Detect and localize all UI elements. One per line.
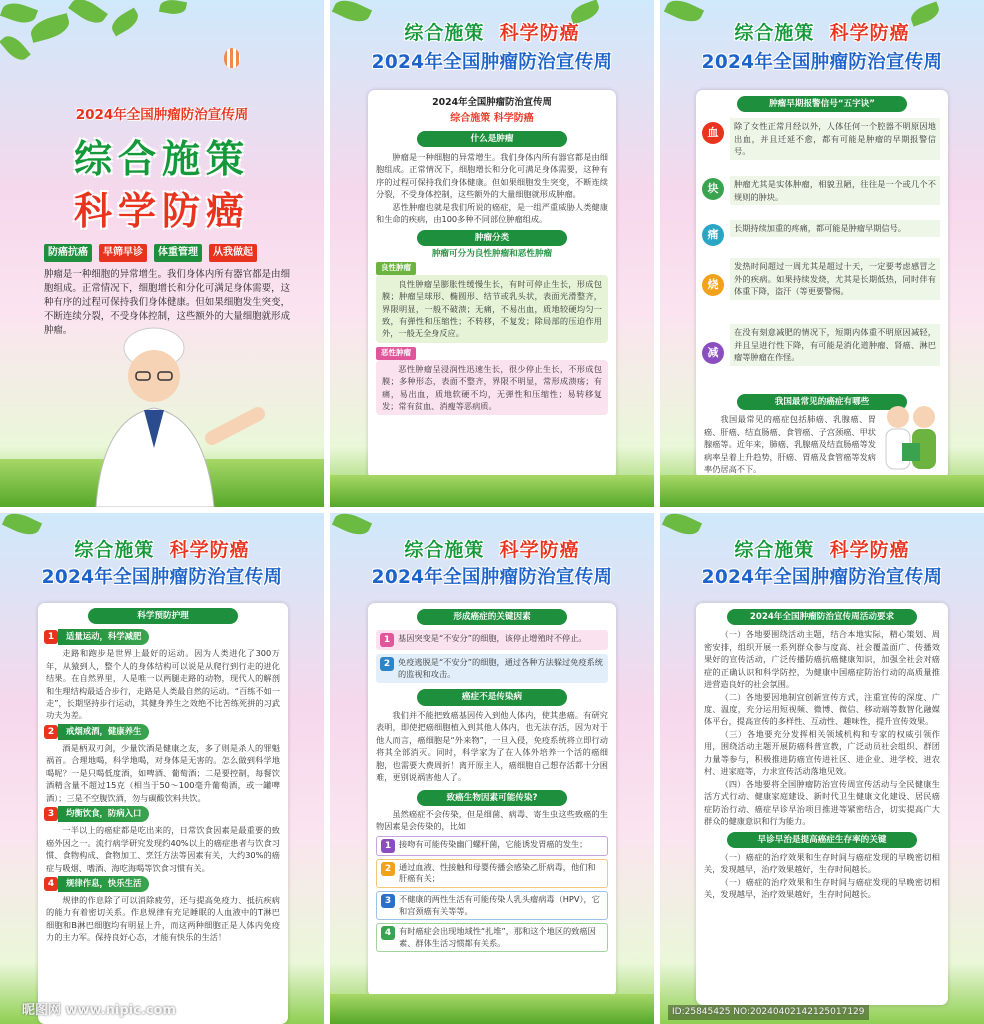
content-card — [368, 603, 616, 997]
doctors-illustration — [878, 399, 944, 473]
section-text: 我们并不能把致癌基因传入到他人体内，使其患癌。有研究表明，即使把癌细胞植入到其他人体内，也无法存活，因为对于他人而言，癌细胞是“外来物”，一旦入侵，免疫系统将立即行动将其全部消灭。同时，科学家为了在人体外培养一个活的癌细胞，也需要大费周折！离开原主人，癌细胞自己想存活都十分困难，更别说祸害他人了。 — [376, 709, 608, 783]
sign-lump-icon: 块 — [702, 178, 724, 200]
grass-decoration — [330, 475, 654, 507]
sign-text: 在没有刻意减肥的情况下，短期内体重不明原因减轻，并且呈进行性下降，有可能是消化道肿瘤、肾癌、淋巴瘤等肿瘤在作怪。 — [730, 324, 940, 365]
prevention-item — [38, 629, 288, 724]
item-number: 1 — [380, 633, 394, 647]
bio-factor — [376, 891, 608, 920]
content-card — [368, 90, 616, 479]
item-number: 2 — [44, 725, 58, 739]
malignant-text: 恶性肿瘤呈浸润性迅速生长，很少停止生长，不形成包膜；多种形态，表面不整齐，界限不明显，常形成溃疡；有痛，易出血，质地软硬不均，无弹性和压缩性；易转移复发；常有贫血、消瘦等恶病质。 — [376, 360, 608, 416]
poster-prevention — [0, 513, 324, 1024]
section-title: 我国最常见的癌症有哪些 — [737, 394, 907, 410]
signs-list — [696, 112, 948, 374]
item-heading: 均衡饮食，防病入口 — [58, 806, 149, 822]
bio-factor — [376, 836, 608, 856]
header-line2: 2024年全国肿瘤防治宣传周 — [371, 52, 613, 73]
malignant-tag: 恶性肿瘤 — [376, 347, 416, 360]
requirement-text: （一）各地要围绕活动主题，结合本地实际，精心策划、周密安排，组织开展一系列群众参与度高、社会覆盖面广、传播效果好的宣传活动，广泛传播防癌抗癌健康知识，加强全社会对癌症的正确认识和科学防控，为健康中国癌症防治行动的高质量推进营造良好的社会氛围。 — [704, 629, 940, 690]
cover-tags — [44, 244, 294, 262]
balloon-icon — [224, 48, 240, 68]
header-line2: 2024年全国肿瘤防治宣传周 — [701, 52, 943, 73]
benign-tag: 良性肿瘤 — [376, 262, 416, 275]
section-title: 致癌生物因素可能传染? — [417, 790, 567, 806]
header-line2: 2024年全国肿瘤防治宣传周 — [371, 567, 613, 588]
section-text: 我国最常见的癌症包括肺癌、乳腺癌、胃癌、肝癌、结直肠癌、食管癌、子宫颈癌、甲状腺癌等。近年来，肺癌、乳腺癌及结直肠癌等发病率呈着上升趋势，肝癌、胃癌及食管癌等发病率仍居高不下。 — [704, 414, 876, 475]
sign-text: 长期持续加重的疼痛，都可能是肿瘤早期信号。 — [730, 220, 940, 236]
requirement-text: （三）各地要充分发挥相关领域机构和专家的权威引领作用，围绕活动主题开展防癌科普宣教，广泛动员社会组织、群团力量等参与，积极推进防癌宣传进社区、进企业、进学校、进农村、进家庭等，力求宣传活动落地见效。 — [704, 728, 940, 777]
item-text: 不健康的两性生活有可能传染人乳头瘤病毒（HPV），它和宫颈癌有关等等。 — [399, 893, 600, 916]
poster-warning-signs — [660, 0, 984, 507]
item-text: 有时癌症会出现地域性“扎堆”，那和这个地区的致癌因素、群体生活习惯都有关系。 — [399, 926, 596, 948]
header-line1: 综合施策 科学防癌 — [404, 539, 580, 561]
sign-text: 发热时间超过一周尤其是超过十天，一定要考虑感冒之外的疾病。如果持续发烧，尤其是长期低热，同时伴有体重下降，盗汗（等更要警惕。 — [730, 258, 940, 299]
sign-text: 除了女性正常月经以外，人体任何一个腔器不明原因地出血，并且迁延不愈，都有可能是肿瘤的早期报警信号。 — [730, 118, 940, 159]
section-subtitle: 肿瘤可分为良性肿瘤和恶性肿瘤 — [431, 248, 553, 259]
section-title: 科学预防护理 — [88, 608, 238, 624]
item-text: 免疫逃脱是“不安分”的细胞，通过各种方法躲过免疫系统的监视和攻击。 — [398, 657, 603, 679]
poster-activity-requirements — [660, 513, 984, 1024]
content-card — [696, 90, 948, 479]
requirement-text: （二）各地要因地制宜创新宣传方式，注重宣传的深度、广度、温度，充分运用短视频、微博、微信、移动端等数智化融媒体平台，提高宣传的多样性、互动性、趣味性，提升宣传效果。 — [704, 691, 940, 727]
section-title: 癌症不是传染病 — [417, 689, 567, 705]
item-text: 走路和跑步是世界上最好的运动。因为人类进化了300万年，从猿到人，整个人的身体结构可以说是从爬行到行走的进化结果。在自然界里，人是唯一以两腿走路的动物，现代人的解剖和生理结构最适合步行，走路是人类最自然的运动。“百练不如一走”，长期坚持步行运动，其健身养生之效绝不比苦练死拼的习武功夫为差。 — [46, 648, 280, 721]
prevention-item — [38, 724, 288, 806]
sign-weight-icon: 减 — [702, 342, 724, 364]
item-text: 接吻有可能传染幽门螺杆菌，它能诱发胃癌的发生； — [399, 838, 588, 849]
section-title: 形成癌症的关键因素 — [417, 609, 567, 625]
tag-item: 体重管理 — [154, 244, 202, 262]
header-line1: 综合施策 科学防癌 — [404, 22, 580, 44]
section-title: 什么是肿瘤 — [417, 131, 567, 147]
item-number: 3 — [381, 894, 395, 908]
poster-cover — [0, 0, 324, 507]
item-text: 酒是柄双刃剑，少量饮酒是健康之友，多了则是杀人的罪魁祸首。合理地喝，科学地喝，对身体是无害的。怎么做到科学地喝呢？一是只喝低度酒，如啤酒、葡萄酒；二是要控制，每餐饮酒精含量不超过15克（相当于50～100毫升葡萄酒，或一罐啤酒）；三是不空腹饮酒，勿与碳酸饮料共饮。 — [46, 742, 280, 803]
key-factor — [376, 654, 608, 683]
header-line1: 综合施策 科学防癌 — [734, 22, 910, 44]
item-heading: 规律作息，快乐生活 — [58, 876, 149, 892]
leaves-decoration — [0, 0, 324, 70]
cover-intro: 肿瘤是一种细胞的异常增生。我们身体内所有器官都是由细胞组成。正常情况下，细胞增长和分化可满足身体需要，这种有序的过程可保持我们身体健康。但如果细胞发生突变，不断连续分裂，不受身体控制，这些额外的大量细胞就形成肿瘤。 — [44, 269, 290, 337]
header-line2: 2024年全国肿瘤防治宣传周 — [41, 567, 283, 588]
sign-pain-icon: 痛 — [702, 224, 724, 246]
early-diagnosis-text: （一）癌症的治疗效果和生存时间与癌症发现的早晚密切相关，发现越早，治疗效果越好，生存时间越长。 — [704, 851, 940, 875]
key-factor — [376, 630, 608, 650]
item-heading: 戒烟戒酒，健康养生 — [58, 724, 149, 740]
early-diagnosis-text: （一）癌症的治疗效果和生存时间与癌症发现的早晚密切相关，发现越早，治疗效果越好，生存时间越长。 — [704, 876, 940, 900]
prevention-item — [38, 876, 288, 946]
section-title: 肿瘤早期报警信号“五字诀” — [737, 96, 907, 112]
bio-factor — [376, 859, 608, 888]
item-text: 通过血液、性接触和母婴传播会感染乙肝病毒，他们和肝癌有关； — [399, 861, 596, 884]
item-heading: 适量运动，科学减肥 — [58, 629, 149, 645]
item-number: 4 — [44, 877, 58, 891]
card-subtitle: 综合施策 科学防癌 — [450, 113, 534, 125]
tag-item: 早筛早诊 — [99, 244, 147, 262]
tag-item: 防癌抗癌 — [44, 244, 92, 262]
content-card — [696, 603, 948, 1005]
benign-text: 良性肿瘤呈膨胀性缓慢生长，有时可停止生长，形成包膜；肿瘤呈球形、椭圆形、结节或乳头状，表面光滑整齐，界限明显，一般不破溃；无痛，不易出血，质地较硬均匀一致，有弹性和压缩性；不转移，不复发；除局部的压迫作用外，一般无全身反应。 — [376, 275, 608, 343]
header-line1: 综合施策 科学防癌 — [74, 539, 250, 561]
item-number: 1 — [44, 630, 58, 644]
item-number: 4 — [381, 926, 395, 940]
header-line1: 综合施策 科学防癌 — [734, 539, 910, 561]
item-text: 基因突变是“不安分”的细胞，该停止增殖时不停止。 — [398, 633, 587, 644]
section-text: 恶性肿瘤也就是我们所说的癌症，是一组严重威胁人类健康和生命的疾病，由100多种不同部位肿瘤组成。 — [376, 201, 608, 225]
item-number: 2 — [380, 657, 394, 671]
cover-title-line1: 综合施策 — [73, 136, 250, 181]
item-number: 2 — [381, 862, 395, 876]
section-title: 早诊早治是提高癌症生存率的关键 — [727, 832, 917, 848]
header-line2: 2024年全国肿瘤防治宣传周 — [701, 567, 943, 588]
watermark-left: 昵图网 www.nipic.com — [22, 1002, 176, 1018]
bio-factor — [376, 923, 608, 952]
cover-title-line2: 科学防癌 — [73, 188, 250, 233]
card-title: 2024年全国肿瘤防治宣传周 — [432, 97, 552, 108]
item-number: 1 — [381, 839, 395, 853]
sign-fever-icon: 烧 — [702, 274, 724, 296]
poster-cancer-factors — [330, 513, 654, 1024]
section-text: 虽然癌症不会传染，但是细菌、病毒、寄生虫这些致癌的生物因素是会传染的，比如 — [376, 808, 608, 832]
item-number: 3 — [44, 807, 58, 821]
sign-blood-icon: 血 — [702, 122, 724, 144]
grass-decoration — [330, 994, 654, 1024]
item-text: 一半以上的癌症都是吃出来的，日常饮食因素是最重要的致癌外因之一。流行病学研究发现约40%以上的癌症患者与饮食习惯、食物构成、食物加工、烹饪方法等因素有关，大约30%的癌症与吸烟、嗜酒、海吃海喝等饮食习惯有关。 — [46, 825, 280, 873]
tag-item: 从我做起 — [209, 244, 257, 262]
poster-what-is-tumor — [330, 0, 654, 507]
requirement-text: （四）各地要将全国肿瘤防治宣传周宣传活动与全民健康生活方式行动、健康家庭建设、新时代卫生健康文化建设、居民癌症防治行动、癌症早诊早治项目推进等紧密结合，切实提高广大群众的健康意识和行为能力。 — [704, 778, 940, 827]
section-text: 肿瘤是一种细胞的异常增生。我们身体内所有器官都是由细胞组成。正常情况下，细胞增长和分化可满足身体需要，这种有序的过程可保持我们身体健康。但如果细胞发生突变，不断连续分裂，不受身体控制，这些额外的大量细胞就形成肿瘤。 — [376, 151, 608, 200]
section-title: 2024年全国肿瘤防治宣传周活动要求 — [727, 609, 917, 625]
section-title: 肿瘤分类 — [417, 230, 567, 246]
prevention-item — [38, 806, 288, 876]
item-text: 规律的作息除了可以消除疲劳，还与提高免疫力、抵抗疾病的能力有着密切关系。作息规律有充足睡眠的人血液中的T淋巴细胞和B淋巴细胞均有明显上升，而这两种细胞正是人体内免疫力的主力军。保持良好心态，才能有快乐的生活！ — [46, 894, 280, 943]
grass-decoration — [660, 475, 984, 507]
watermark-right: ID:25845425 NO:20240402142125017129 — [668, 1005, 869, 1020]
content-card — [38, 603, 288, 1024]
sign-text: 肿瘤尤其是实体肿瘤，相貌丑陋，往往是一个或几个不规则的肿块。 — [730, 176, 940, 205]
cover-subtitle: 2024年全国肿瘤防治宣传周 — [75, 107, 249, 123]
doctor-illustration — [82, 318, 282, 507]
